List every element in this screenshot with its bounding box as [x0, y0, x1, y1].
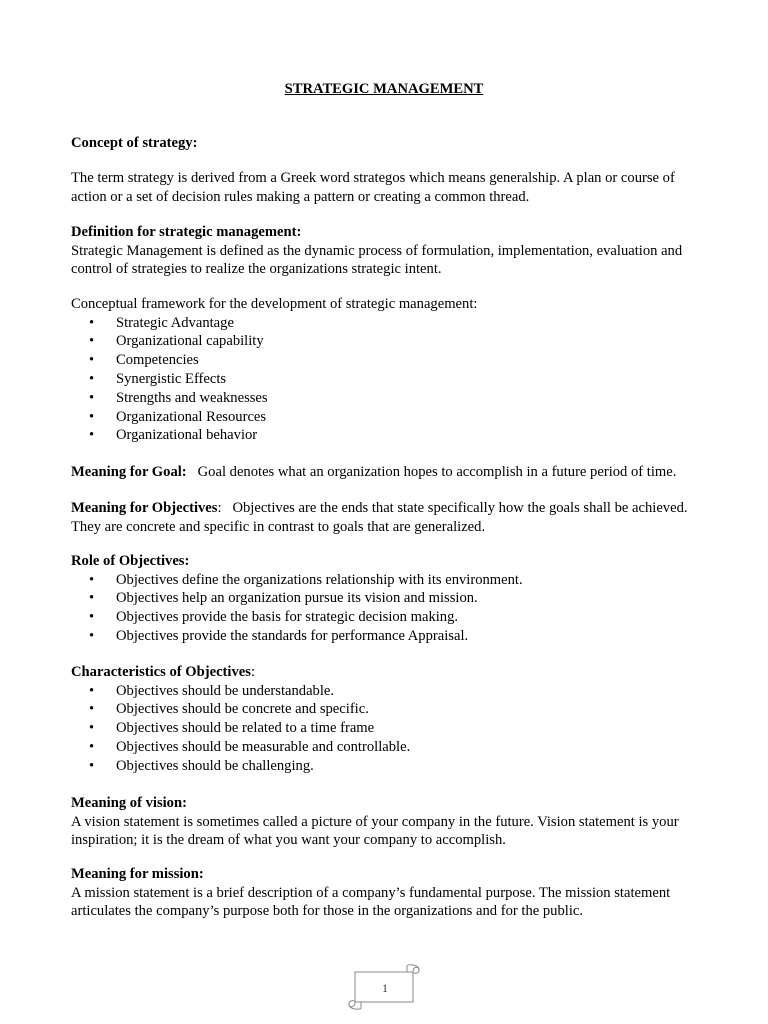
definition-section: [71, 223, 711, 279]
list-item: • Objectives should be measurable and controllable.: [89, 738, 411, 755]
bullet-icon: •: [89, 408, 95, 425]
list-item: • Objectives help an organization pursue its vision and mission.: [89, 590, 478, 607]
definition-text: Strategic Management is defined as the dynamic process of formulation, implementation, evaluation and control of strategies to realize the organizations strategic intent.: [71, 242, 683, 278]
characteristics-heading: Characteristics of Objectives: [71, 664, 251, 680]
objectives-heading: Meaning for Objectives: [71, 500, 218, 516]
concept-heading: Concept of strategy:: [71, 135, 198, 151]
objectives-section: [71, 499, 711, 536]
bullet-icon: •: [89, 627, 95, 644]
vision-section: [71, 794, 711, 850]
page-number: 1: [382, 981, 388, 995]
role-list: [71, 571, 711, 646]
goal-section: [71, 463, 711, 482]
list-item: • Organizational Resources: [89, 408, 267, 425]
bullet-icon: •: [89, 701, 95, 718]
bullet-icon: •: [89, 333, 95, 350]
characteristics-list: [71, 682, 711, 776]
objectives-paragraph: Meaning for Objectives: Objectives are the ends that state specifically how the goals shall be achieved. They are concrete and specific in contrast to goals that are generalized.: [71, 500, 688, 535]
page-number-badge: [347, 962, 419, 1014]
list-item: • Objectives provide the basis for strategic decision making.: [89, 609, 459, 626]
bullet-icon: •: [89, 352, 95, 369]
vision-heading: Meaning of vision:: [71, 795, 187, 811]
bullet-icon: •: [89, 682, 95, 699]
list-item: • Strategic Advantage: [89, 314, 234, 331]
vision-text: A vision statement is sometimes called a picture of your company in the future. Vision statement is your inspiration; it is the dream of what you want your company to accomplish.: [71, 813, 679, 849]
definition-heading: Definition for strategic management:: [71, 224, 302, 240]
bullet-icon: •: [89, 590, 95, 607]
bullet-icon: •: [89, 738, 95, 755]
role-section: [71, 552, 711, 646]
list-item: • Objectives should be related to a time frame: [89, 720, 375, 737]
list-item: • Strengths and weaknesses: [89, 389, 268, 406]
bullet-icon: •: [89, 389, 95, 406]
list-item: • Competencies: [89, 352, 199, 369]
bullet-icon: •: [89, 370, 95, 387]
bullet-icon: •: [89, 571, 95, 588]
framework-list: [71, 314, 711, 446]
bullet-icon: •: [89, 757, 95, 774]
list-item: • Synergistic Effects: [89, 370, 227, 387]
role-heading: Role of Objectives:: [71, 553, 190, 569]
mission-heading: Meaning for mission:: [71, 866, 204, 882]
concept-text: The term strategy is derived from a Greek word strategos which means generalship. A plan or course of action or a set of decision rules making a pattern or creating a common thread.: [71, 170, 675, 205]
list-item: • Objectives should be concrete and specific.: [89, 701, 369, 718]
page-title: STRATEGIC MANAGEMENT: [284, 81, 484, 97]
objectives-text: Objectives are the ends that state specifically how the goals shall be achieved. They are concrete and specific in contrast to goals that are generalized.: [71, 500, 688, 535]
characteristics-heading-line: Characteristics of Objectives:: [71, 664, 255, 680]
list-item: • Organizational capability: [89, 333, 264, 350]
mission-text: A mission statement is a brief description of a company’s fundamental purpose. The mission statement articulates the company’s purpose both for those in the organizations and for the public.: [71, 884, 671, 920]
bullet-icon: •: [89, 314, 95, 331]
mission-section: [71, 865, 711, 921]
list-item: • Organizational behavior: [89, 427, 258, 444]
goal-heading: Meaning for Goal:: [71, 464, 187, 480]
bullet-icon: •: [89, 427, 95, 444]
list-item: • Objectives should be understandable.: [89, 682, 335, 699]
characteristics-section: [71, 663, 711, 776]
bullet-icon: •: [89, 609, 95, 626]
goal-paragraph: [71, 463, 711, 482]
concept-section: [71, 134, 711, 153]
goal-text: Goal denotes what an organization hopes to accomplish in a future period of time.: [197, 464, 677, 480]
list-item: • Objectives should be challenging.: [89, 757, 314, 774]
bullet-icon: •: [89, 720, 95, 737]
framework-section: [71, 295, 711, 445]
framework-intro: Conceptual framework for the development of strategic management:: [71, 296, 478, 312]
list-item: • Objectives provide the standards for performance Appraisal.: [89, 627, 469, 644]
list-item: • Objectives define the organizations relationship with its environment.: [89, 571, 523, 588]
concept-body: [71, 169, 711, 206]
